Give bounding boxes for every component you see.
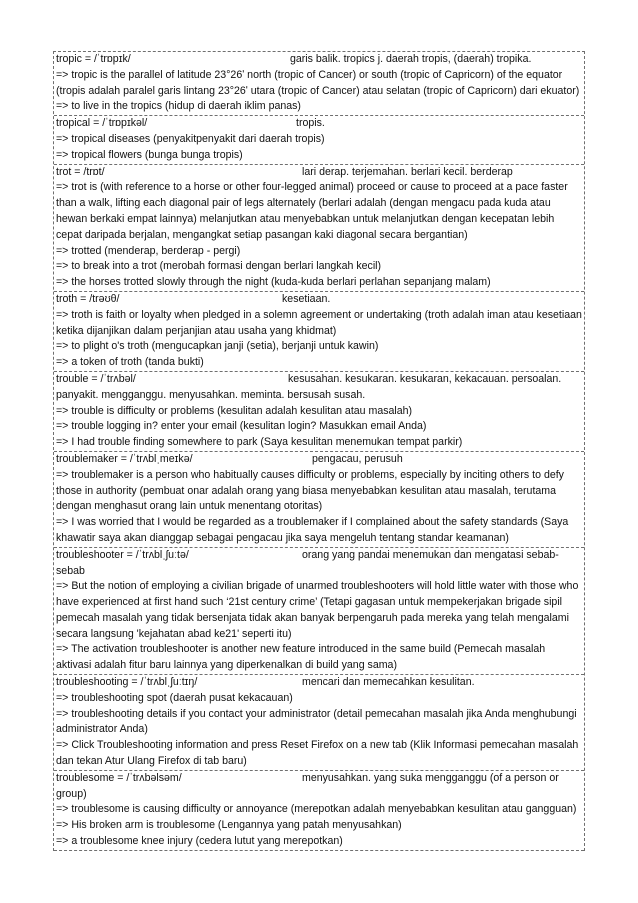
entry-trot (54, 165, 584, 292)
example-line: => trouble logging in? enter your email (kesulitan login? Masukkan email Anda) (56, 420, 427, 433)
entry-troubleshooting (54, 675, 584, 771)
example-line: => But the notion of employing a civilian brigade of unarmed troubleshooters will hold little water with those who have experienced at first hand such ‘21st century crime’ (Tetapi gagasan untuk mempekerjakan brigade sipil pemecah masalah yang tidak bersenjata tidak akan banyak berpengaruh pada mereka yang telah mengalami secara langsung 'kejahatan abad ke21' seperti itu) (56, 580, 579, 640)
entry-trouble (54, 372, 584, 452)
entry-troublesome (54, 771, 584, 851)
example-line: => troubleshooting spot (daerah pusat kekacauan) (56, 691, 293, 704)
example-line: => I was worried that I would be regarded as a troublemaker if I complained about the safety standards (Saya khawatir saya akan dianggap sebagai pengacau jika saya mengeluh tentang standar keamanan) (56, 516, 569, 544)
entry-header (56, 165, 583, 181)
entry-header (56, 292, 583, 308)
example-line: => trotted (menderap, berderap - pergi) (56, 244, 241, 257)
meaning: lari derap. terjemahan. berlari kecil. berderap (302, 165, 513, 178)
example-line: => His broken arm is troublesome (Lengannya yang patah menyusahkan) (56, 819, 402, 832)
meaning: mencari dan memecahkan kesulitan. (302, 676, 475, 689)
example-line: => troubleshooting details if you contact your administrator (detail pemecahan masalah jika Anda menghubungi administrator Anda) (56, 707, 577, 736)
meaning-continued: panyakit. mengganggu. menyusahkan. meminta. bersusah susah. (56, 388, 366, 401)
headword: troublemaker = /ˈtrʌblˌmeɪkə/ (56, 452, 193, 465)
meaning: menyusahkan. yang suka mengganggu (of a person or group) (56, 771, 559, 800)
meaning: orang yang pandai menemukan dan mengatasi sebab-sebab (56, 548, 559, 577)
example-line: => The activation troubleshooter is another new feature introduced in the same build (Pemecah masalah aktivasi adalah fitur baru lainnya yang diperkenalkan di build yang sama) (56, 643, 546, 672)
entry-header (56, 116, 583, 132)
example-line: => tropic is the parallel of latitude 23°26ʹ north (tropic of Cancer) or south (tropic of Capricorn) of the equator (tropis adalah paralel garis lintang 23°26ʹ utara (tropic of Cancer) atau selatan (tropic of Capricorn) dari ekuator) (56, 68, 580, 97)
meaning: pengacau, perusuh (312, 452, 403, 465)
entry-header (56, 372, 583, 388)
entry-troubleshooter (54, 548, 584, 675)
meaning: kesusahan. kesukaran. kesukaran, kekacauan. persoalan. (288, 372, 562, 385)
example-line: => to break into a trot (merobah formasi dengan berlari langkah kecil) (56, 260, 382, 273)
headword: tropical = /ˈtrɒpɪkəl/ (56, 117, 148, 130)
headword: tropic = /ˈtrɒpɪk/ (56, 53, 131, 65)
example-line: => Click Troubleshooting information and press Reset Firefox on a new tab (Klik Informasi pemecahan masalah dan tekan Atur Ulang Firefox di tab baru) (56, 739, 579, 768)
example-line: => tropical flowers (bunga bunga tropis) (56, 148, 243, 161)
headword: troubleshooter = /ˈtrʌblˌʃuːtə/ (56, 548, 189, 561)
dictionary-page (53, 51, 585, 851)
example-line: => the horses trotted slowly through the night (kuda-kuda berlari perlahan sepanjang malam) (56, 276, 491, 289)
entry-header (56, 548, 583, 580)
example-line: => troublemaker is a person who habitually causes difficulty or problems, especially by inciting others to defy those in authority (pembuat onar adalah orang yang biasa menyebabkan kesulitan atau masalah, terutama dengan menghasut orang lain untuk menentang otoritas) (56, 468, 564, 513)
meaning: tropis. (296, 117, 325, 130)
meaning: garis balik. tropics j. daerah tropis, (daerah) tropika. (290, 53, 532, 65)
entry-troublemaker (54, 452, 584, 548)
entry-header (56, 675, 583, 691)
headword: trot = /trɒt/ (56, 165, 105, 178)
meaning: kesetiaan. (282, 292, 331, 305)
headword: troth = /trəʊθ/ (56, 292, 120, 305)
example-line: => I had trouble finding somewhere to park (Saya kesulitan menemukan tempat parkir) (56, 436, 463, 449)
example-line: => tropical diseases (penyakitpenyakit dari daerah tropis) (56, 132, 325, 145)
entry-header (56, 771, 583, 803)
example-line: => trot is (with reference to a horse or other four-legged animal) proceed or cause to proceed at a pace faster than a walk, lifting each diagonal pair of legs alternately (berlari adalah (dengan mengacu pada kuda atau hewan berkaki empat lainnya) melanjutkan atau menyebabkan untuk melanjutkan dengan kecepatan lebih cepat daripada berjalan, mengangkat setiap pasangan kaki diagonal secara bergantian) (56, 181, 568, 241)
entry-header (56, 52, 583, 68)
example-line: => a troublesome knee injury (cedera lutut yang merepotkan) (56, 835, 343, 848)
headword: troublesome = /ˈtrʌbəlsəm/ (56, 771, 182, 784)
entry-troth (54, 292, 584, 372)
example-line: => troth is faith or loyalty when pledged in a solemn agreement or undertaking (troth adalah iman atau kesetiaan ketika dijanjikan dalam perjanjian atau usaha yang khidmat) (56, 308, 582, 337)
headword: troubleshooting = /ˈtrʌblˌʃuːtɪŋ/ (56, 676, 198, 689)
headword: trouble = /ˈtrʌbəl/ (56, 372, 136, 385)
example-line: => to plight o's troth (mengucapkan janji (setia), berjanji untuk kawin) (56, 340, 379, 353)
entry-tropical (54, 116, 584, 164)
example-line: => a token of troth (tanda bukti) (56, 356, 204, 369)
example-line: => to live in the tropics (hidup di daerah iklim panas) (56, 100, 301, 113)
example-line: => troublesome is causing difficulty or annoyance (merepotkan adalah menyebabkan kesulitan atau gangguan) (56, 803, 577, 816)
example-line: => trouble is difficulty or problems (kesulitan adalah kesulitan atau masalah) (56, 404, 413, 417)
entry-header (56, 452, 583, 468)
entry-tropic (54, 52, 584, 116)
